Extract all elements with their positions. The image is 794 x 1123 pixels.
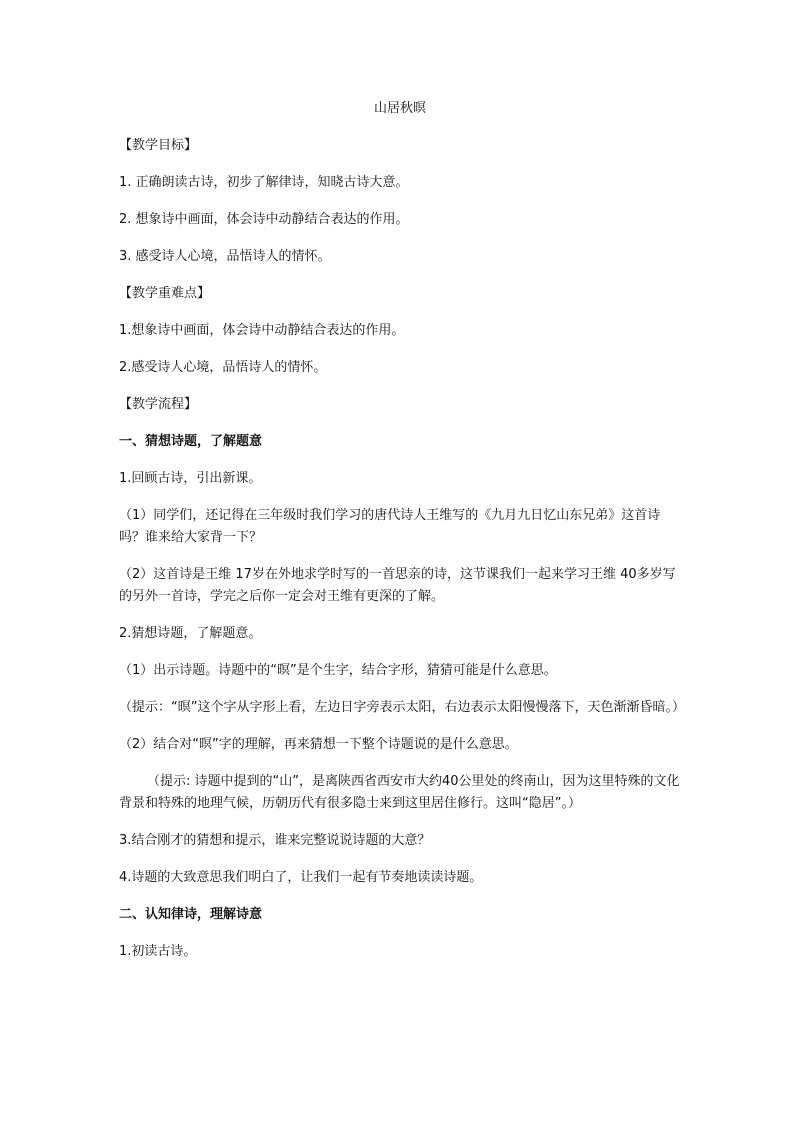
flow-paragraph: 3.结合刚才的猜想和提示，谁来完整说说诗题的大意？: [119, 833, 431, 848]
goal-item-3: 3. 感受诗人心境，品悟诗人的情怀。: [119, 249, 331, 264]
section-heading-2: 二、认知律诗，理解诗意: [119, 907, 263, 922]
section-heading-1: 一、猜想诗题，了解题意: [119, 434, 263, 449]
heading-key-points: 【教学重难点】: [119, 286, 211, 301]
heading-teaching-flow: 【教学流程】: [119, 397, 198, 412]
flow-paragraph: 4.诗题的大致意思我们明白了，让我们一起有节奏地读读诗题。: [119, 870, 483, 885]
flow-paragraph: 1.初读古诗。: [119, 944, 197, 959]
page-title: 山居秋暝: [373, 101, 426, 116]
key-point-2: 2.感受诗人心境，品悟诗人的情怀。: [119, 360, 327, 375]
document-body: [119, 99, 685, 978]
flow-paragraph: （2）结合对“暝”字的理解，再来猜想一下整个诗题说的是什么意思。: [119, 737, 518, 752]
flow-paragraph: 2.猜想诗题，了解题意。: [119, 626, 262, 641]
hint-paragraph: （提示：“暝”这个字从字形上看，左边日字旁表示太阳，右边表示太阳慢慢落下，天色渐渐昏暗。）: [119, 700, 685, 715]
goal-item-1: 1. 正确朗读古诗，初步了解律诗，知晓古诗大意。: [119, 175, 409, 190]
flow-paragraph: 1.回顾古诗，引出新课。: [119, 471, 262, 486]
hint-paragraph: （提示: 诗题中提到的“山”，是离陕西省西安市大约40公里处的终南山，因为这里特殊的文化背景和特殊的地理气候，历朝历代有很多隐士来到这里居住修行。这叫“隐居”。）: [119, 774, 680, 811]
flow-paragraph: （2）这首诗是王维 17岁在外地求学时写的一首思亲的诗，这节课我们一起来学习王维 40多岁写的另外一首诗，学完之后你一定会对王维有更深的了解。: [119, 567, 676, 604]
goal-item-2: 2. 想象诗中画面，体会诗中动静结合表达的作用。: [119, 212, 409, 227]
flow-paragraph: （1）出示诗题。诗题中的“暝”是个生字，结合字形，猜猜可能是什么意思。: [119, 663, 557, 678]
key-point-1: 1.想象诗中画面，体会诗中动静结合表达的作用。: [119, 323, 405, 338]
flow-paragraph: （1）同学们，还记得在三年级时我们学习的唐代诗人王维写的《九月九日忆山东兄弟》这首诗吗？谁来给大家背一下？: [119, 508, 661, 545]
heading-teaching-goals: 【教学目标】: [119, 138, 198, 153]
